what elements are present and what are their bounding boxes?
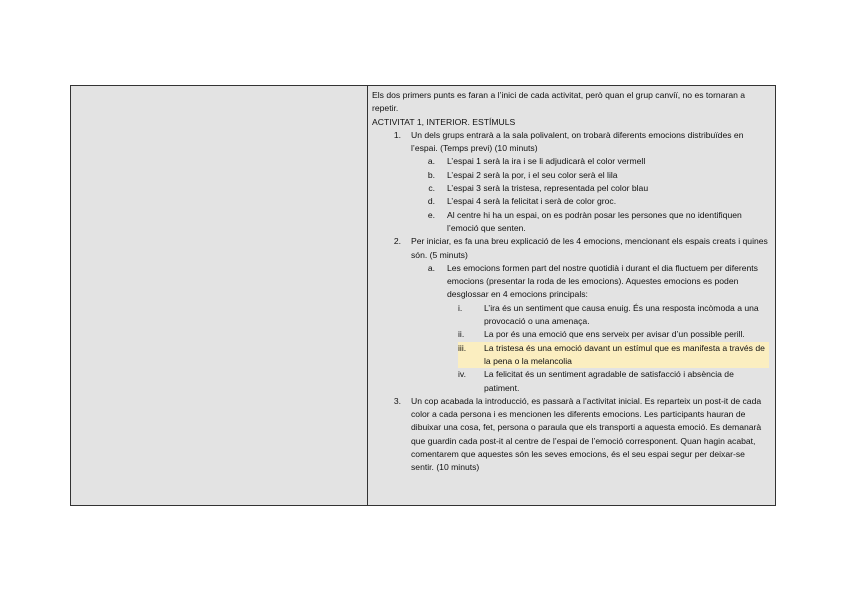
list-item-3 xyxy=(389,395,769,475)
list-item-2a-iv xyxy=(458,368,769,395)
list-item-text: Un dels grups entrarà a la sala polivalent, on trobarà diferents emocions distribuïdes en l’espai. (Temps previ) (10 minuts) xyxy=(411,129,744,154)
list-marker: iv. xyxy=(458,369,466,380)
activity-heading: ACTIVITAT 1, INTERIOR. ESTÍMULS xyxy=(372,116,516,127)
list-item-text: La felicitat és un sentiment agradable de satisfacció i absència de patiment. xyxy=(484,369,734,393)
list-item-1 xyxy=(389,129,769,156)
list-item-text: L’espai 4 serà la felicitat i serà de color groc. xyxy=(447,196,617,207)
list-item-2a-ii xyxy=(458,328,769,341)
list-item-text: Les emocions formen part del nostre quotidià i durant el dia fluctuem per diferents emocions (presentar la roda de les emocions). Aquestes emocions es poden desglossar en 4 emocions principals: xyxy=(447,262,758,300)
list-marker: iii. xyxy=(458,342,467,353)
list-item-text: Per iniciar, es fa una breu explicació de les 4 emocions, mencionant els espais creats i quines són. (5 minuts) xyxy=(411,236,768,260)
list-item-text: Un cop acabada la introducció, es passarà a l’activitat inicial. Es reparteix un post-it de cada color a cada persona i es mencionen les diferents emocions. Les participants hauran de dibuixar una cosa, fet, persona o paraula que els transporti a aquesta emoció. Es demanarà que guardin cada post-it al centre de l’espai de l’emoció corresponent. Quan hagin acabat, comentarem que aquestes són les seves emocions, és el seu espai segur per deixar-se sentir. (10 minuts) xyxy=(411,395,762,473)
list-marker: i. xyxy=(458,302,463,313)
list-marker: d. xyxy=(427,196,435,207)
list-item-1e xyxy=(425,209,769,236)
list-item-1c xyxy=(425,182,769,195)
table-cell-left xyxy=(71,86,368,505)
list-item-text: Al centre hi ha un espai, on es podràn posar les persones que no identifiquen l’emoció que senten. xyxy=(447,209,742,233)
content-table xyxy=(70,85,776,506)
table-cell-right xyxy=(368,86,775,505)
list-item-2a xyxy=(425,262,769,302)
list-marker: e. xyxy=(427,209,435,220)
list-marker: b. xyxy=(427,169,435,180)
list-item-text: La tristesa és una emoció davant un estímul que es manifesta a través de la pena o la melancolia xyxy=(484,342,765,366)
list-item-1a xyxy=(425,155,769,168)
list-marker: c. xyxy=(428,183,435,194)
list-item-text: L’espai 3 serà la tristesa, representada pel color blau xyxy=(447,183,649,194)
intro-paragraph: Els dos primers punts es faran a l’inici de cada activitat, però quan el grup canviï, no es tornaran a repetir. xyxy=(372,90,746,114)
list-item-1b xyxy=(425,169,769,182)
list-item-1d xyxy=(425,195,769,208)
list-item-2 xyxy=(389,235,769,262)
list-marker: 3. xyxy=(393,395,401,406)
list-marker: a. xyxy=(427,156,435,167)
list-marker: ii. xyxy=(458,329,465,340)
list-item-text: L’espai 1 serà la ira i se li adjudicarà el color vermell xyxy=(447,156,646,167)
list-item-text: La por és una emoció que ens serveix per avisar d’un possible perill. xyxy=(484,329,745,340)
list-marker: 2. xyxy=(393,236,401,247)
list-marker: a. xyxy=(427,262,435,273)
list-item-2a-iii-highlighted xyxy=(458,342,769,369)
list-item-text: L’ira és un sentiment que causa enuig. És una resposta incòmoda a una provocació o una amenaça. xyxy=(484,302,759,327)
list-marker: 1. xyxy=(393,129,401,140)
list-item-2a-i xyxy=(458,302,769,329)
list-item-text: L’espai 2 serà la por, i el seu color serà el lila xyxy=(447,169,618,180)
